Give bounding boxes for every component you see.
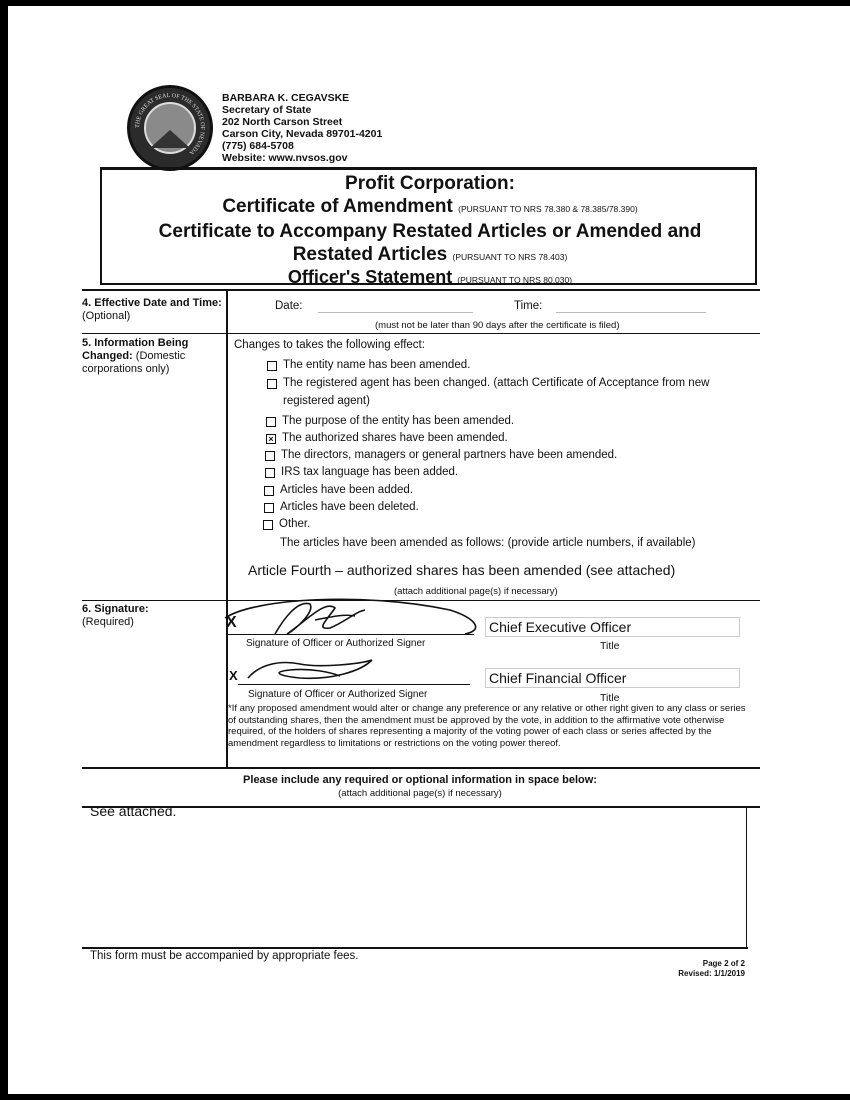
section4-label-optional: (Optional): [82, 310, 131, 322]
seal-center: [144, 102, 196, 154]
checkbox-authorized-shares[interactable]: ×: [266, 434, 276, 444]
checkbox-articles-added[interactable]: [264, 486, 274, 496]
checkbox-articles-deleted[interactable]: [264, 503, 274, 513]
address-street: 202 North Carson Street: [222, 116, 343, 128]
phone: (775) 684-5708: [222, 140, 294, 152]
date-label: Date:: [275, 300, 303, 312]
section6-label-bold: 6. Signature:: [82, 603, 149, 615]
page-number: Page 2 of 2: [702, 959, 745, 968]
title1-caption: Title: [600, 640, 620, 652]
date-field[interactable]: [318, 312, 473, 313]
section6-label: [82, 603, 149, 629]
rule-extra-top: [82, 806, 760, 808]
checkbox-other[interactable]: [263, 520, 273, 530]
section4-label-bold: 4. Effective Date and Time:: [82, 297, 222, 309]
signature2-line: [238, 684, 470, 685]
option-registered-agent: The registered agent has been changed. (attach Certificate of Acceptance from new: [283, 377, 710, 389]
title-line5: [100, 267, 760, 288]
rule-row4: [82, 333, 760, 334]
checkbox-directors[interactable]: [265, 451, 275, 461]
fees-notice: This form must be accompanied by appropriate fees.: [90, 950, 359, 962]
title-line2-main: Certificate of Amendment: [222, 196, 453, 217]
rule-col-divider: [226, 289, 228, 767]
signature2-x: X: [229, 668, 238, 683]
title-line5-note: (PURSUANT TO NRS 80.030): [457, 275, 573, 285]
signature1-x: X: [226, 614, 237, 631]
extra-subheading: (attach additional page(s) if necessary): [338, 788, 502, 799]
checkbox-irs-language[interactable]: [265, 468, 275, 478]
secretary-name: BARBARA K. CEGAVSKE: [222, 92, 350, 104]
time-field[interactable]: [556, 312, 706, 313]
title-line3: Certificate to Accompany Restated Articles or Amended and: [158, 221, 702, 242]
signature1-line: [226, 634, 474, 635]
section5-label-bold: 5. Information Being Changed:: [82, 337, 189, 362]
section6-label-required: (Required): [82, 616, 134, 628]
address-city: Carson City, Nevada 89701-4201: [222, 128, 383, 140]
scan-edge-left: [0, 0, 8, 1100]
option-authorized-shares: The authorized shares have been amended.: [282, 432, 508, 444]
section4-label: [82, 297, 222, 323]
title-line1: Profit Corporation:: [345, 173, 515, 194]
option-articles-deleted: Articles have been deleted.: [280, 501, 419, 513]
section5-label-domestic: (Domestic corporations only): [82, 350, 186, 375]
option-entity-name: The entity name has been amended.: [283, 359, 471, 371]
extra-content-field[interactable]: See attached.: [90, 803, 177, 819]
signature1-scribble[interactable]: [215, 590, 485, 640]
title2-field[interactable]: Chief Financial Officer: [485, 668, 740, 688]
signature1-caption: Signature of Officer or Authorized Signer: [246, 638, 426, 649]
date-note: (must not be later than 90 days after the certificate is filed): [375, 320, 620, 331]
option-irs-language: IRS tax language has been added.: [281, 466, 459, 478]
rule-extra-bottom: [82, 947, 748, 949]
option-registered-agent-cont: registered agent): [283, 395, 370, 407]
attach-note: (attach additional page(s) if necessary): [394, 586, 558, 597]
secretary-role: Secretary of State: [222, 104, 312, 116]
title-line2-note: (PURSUANT TO NRS 78.380 & 78.385/78.390): [458, 204, 638, 214]
option-directors: The directors, managers or general partners have been amended.: [281, 449, 618, 461]
seal-text: THE GREAT SEAL OF THE STATE OF NEVADA: [134, 92, 206, 156]
signature2-scribble[interactable]: [240, 656, 380, 686]
title-line4-note: (PURSUANT TO NRS 78.403): [452, 252, 568, 262]
scan-edge-top: [0, 0, 850, 6]
amended-text-field[interactable]: Article Fourth – authorized shares has been amended (see attached): [248, 562, 676, 578]
checkbox-entity-name[interactable]: [267, 361, 277, 371]
signature2-caption: Signature of Officer or Authorized Signer: [248, 689, 428, 700]
checkbox-purpose[interactable]: [266, 417, 276, 427]
extra-heading: Please include any required or optional information in space below:: [243, 774, 597, 786]
title2-caption: Title: [600, 692, 620, 704]
rule-extra-right: [746, 806, 747, 948]
website: Website: www.nvsos.gov: [222, 152, 348, 164]
rule-top: [82, 289, 760, 291]
section5-label: [82, 337, 222, 376]
changes-intro: Changes to takes the following effect:: [234, 339, 425, 351]
title-line4-main: Restated Articles: [292, 244, 448, 265]
voting-footnote: *If any proposed amendment would alter or change any preference or any relative or other right given to any class or series of outstanding shares, then the amendment must be approved by the vote, in addition to the affirmative vote otherwise required, of the holders of shares representing a majority of the voting power of each class or series affected by the amendment regardless to limitations or restrictions on the voting power thereof.: [228, 703, 746, 749]
scan-edge-bottom: [0, 1094, 850, 1100]
option-purpose: The purpose of the entity has been amended.: [282, 415, 515, 427]
time-label: Time:: [514, 300, 543, 312]
checkbox-registered-agent[interactable]: [267, 379, 277, 389]
title-line2: [100, 196, 760, 218]
option-articles-added: Articles have been added.: [280, 484, 413, 496]
title-line5-main: Officer's Statement: [287, 267, 453, 287]
title1-field[interactable]: Chief Executive Officer: [485, 617, 740, 637]
nevada-seal-icon: [127, 85, 213, 171]
title-line4: [100, 244, 760, 266]
amended-intro: The articles have been amended as follows: (provide article numbers, if available): [280, 537, 696, 549]
revised-date: Revised: 1/1/2019: [678, 969, 745, 978]
rule-row6: [82, 767, 760, 769]
option-other: Other.: [279, 518, 311, 530]
